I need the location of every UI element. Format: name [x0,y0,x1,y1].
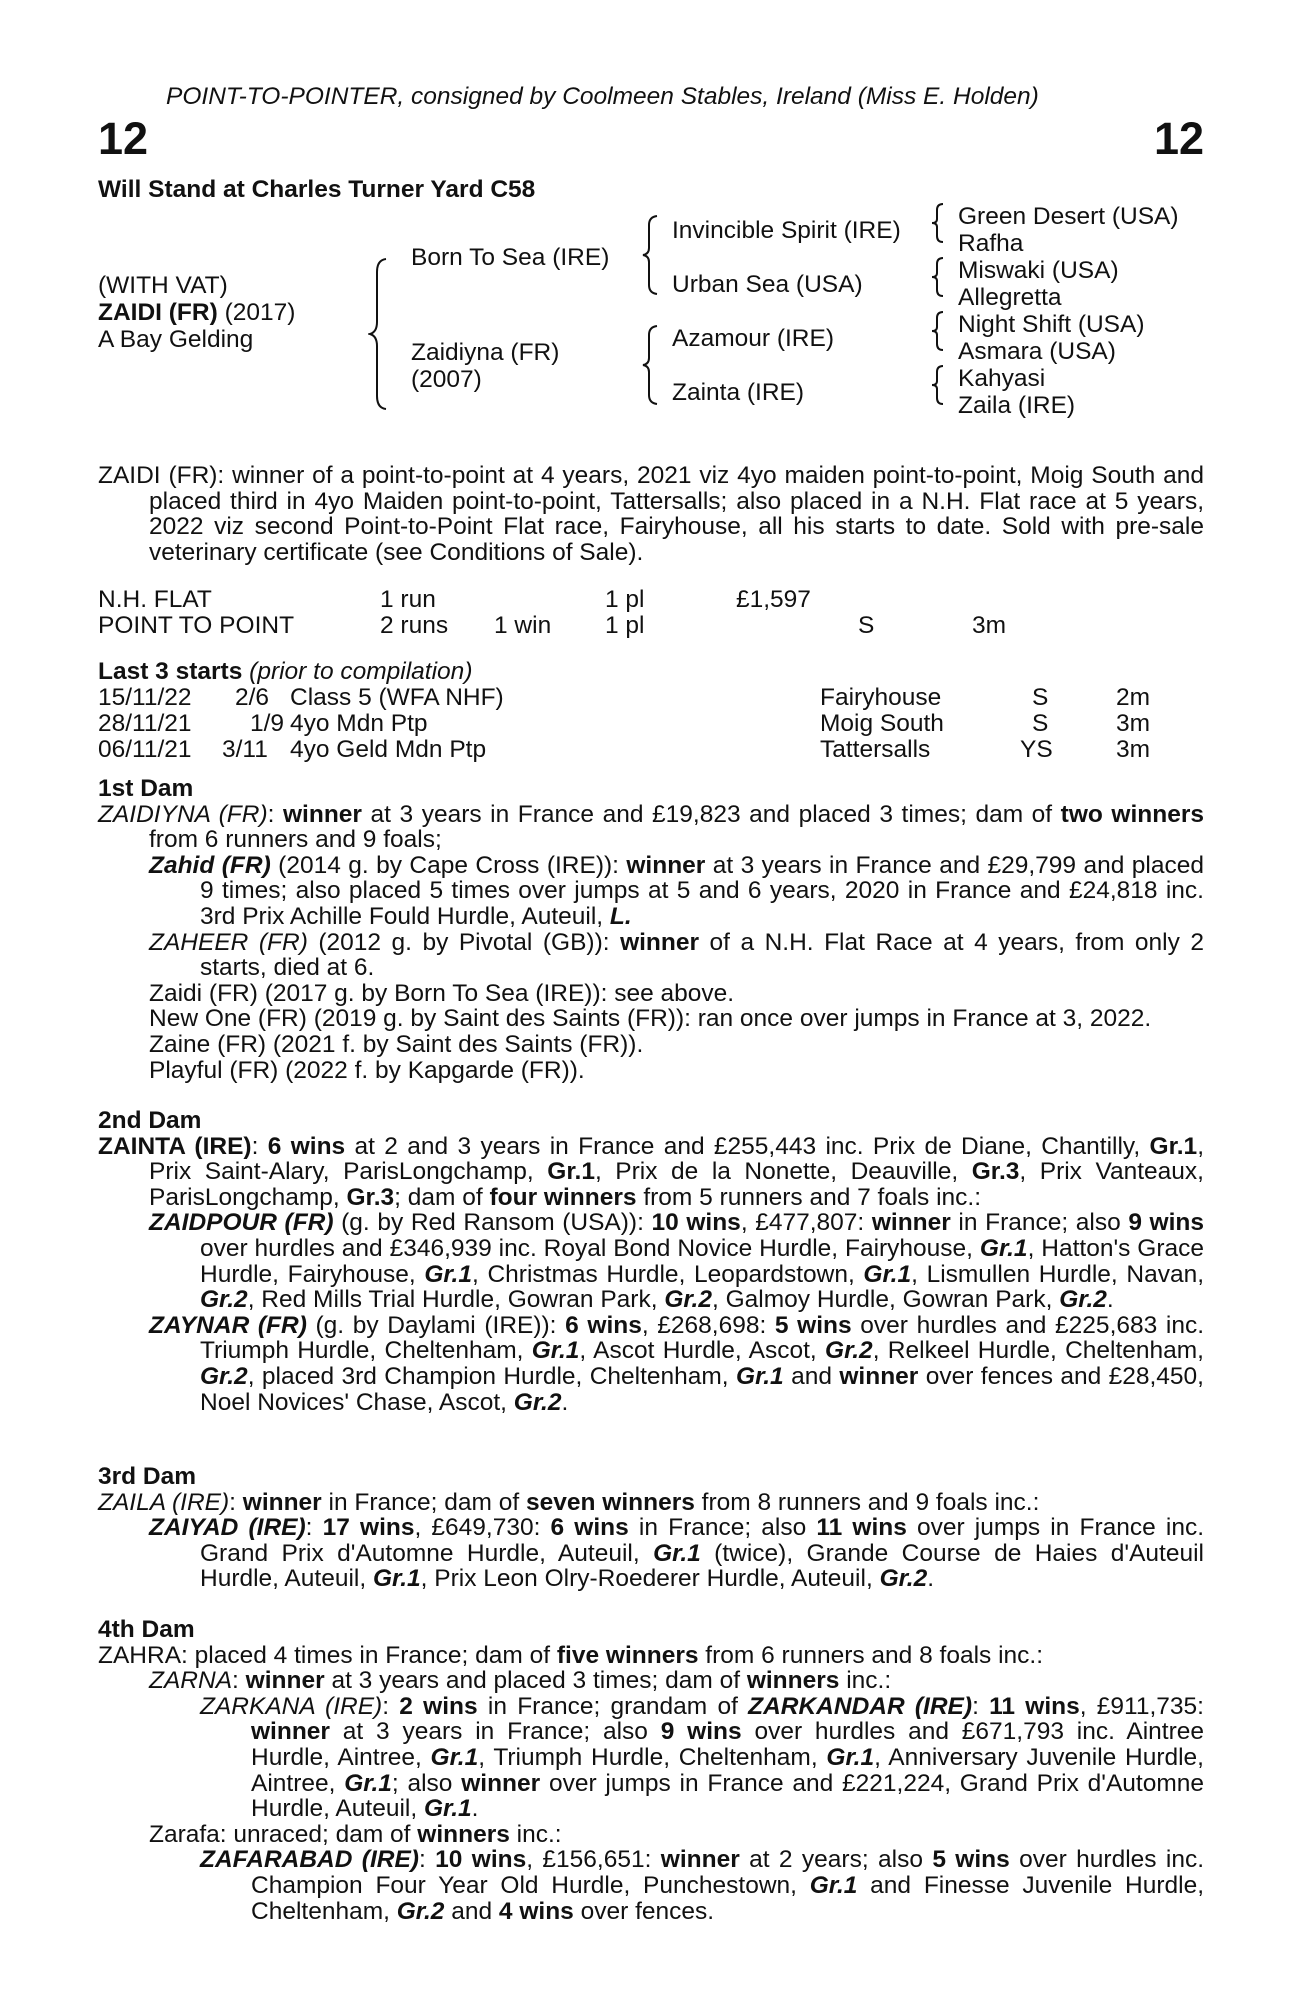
text: Gr.2 [1059,1286,1107,1314]
text: Gr.2 [396,1897,445,1925]
text: Gr.1 [531,1337,580,1365]
text: at 2 years; also [739,1846,933,1874]
text: winner [245,1667,325,1695]
text: , Ascot Hurdle, Ascot, [579,1337,826,1365]
text: , £268,698: [641,1311,775,1339]
text: of a N.H. Flat Race at 4 years, from only 2 starts, died at 6. [200,928,1204,982]
pedigree-gen3-4: Allegretta [958,284,1062,311]
progeny-entry [98,1668,1204,1694]
text: winner [839,1362,919,1390]
pedigree-sire: Born To Sea (IRE) [411,244,610,271]
text: at 3 years in France and £29,799 and placed 9 times; also placed 5 times over jumps at 5 and 6 years, 2020 in France and £24,818 inc. 3rd Prix Achille Fould Hurdle, Auteuil, [200,851,1204,930]
progeny-name: ZAHEER (FR) [149,928,308,956]
text: over jumps in France inc. Grand Prix d'Automne Hurdle, Auteuil, [200,1514,1204,1567]
text: inc.: [509,1820,562,1848]
text: Gr.1 [344,1769,392,1797]
first-dam-name: ZAIDIYNA (FR) [98,800,268,828]
pedigree-gen3-7: Kahyasi [958,365,1046,392]
text: : [267,800,283,828]
text: : [972,1692,990,1720]
pedigree-gen3-2: Rafha [958,230,1024,257]
record-wins: 1 win [494,612,552,639]
start-distance: 2m [1116,684,1151,711]
pedigree-dam-year: (2007) [411,366,482,393]
text: , Hatton's Grace Hurdle, Fairyhouse, [200,1234,1205,1288]
text: Gr.1 [979,1234,1028,1262]
text: : [305,1514,323,1542]
text: . [927,1565,935,1593]
text: four winners [489,1183,637,1211]
pedigree-gen3-6: Asmara (USA) [958,338,1116,365]
text: ; dam of [394,1183,490,1211]
pedigree-sire-sire: Invincible Spirit (IRE) [672,217,901,244]
text: Zarafa: unraced; dam of [149,1820,418,1848]
text: , £911,735: [1079,1692,1204,1720]
horse-description: A Bay Gelding [98,326,254,353]
pedigree-sire-dam: Urban Sea (USA) [672,271,863,298]
record-runs: 1 run [380,586,436,613]
text: winner [660,1846,740,1874]
pedigree-brace-dam [641,325,661,405]
text: over fences. [573,1897,715,1925]
text: Gr.3 [971,1158,1020,1186]
page-title: POINT-TO-POINTER, consigned by Coolmeen Stables, Ireland (Miss E. Holden) [166,83,1039,110]
progeny-entry [98,853,1204,930]
text: 9 wins [660,1718,742,1746]
pedigree-brace-sire [641,215,661,295]
text: at 3 years and placed 3 times; dam of [324,1667,747,1695]
text: five winners [556,1641,699,1669]
second-dam-name: ZAINTA (IRE) [98,1132,252,1160]
text: Gr.2 [664,1286,712,1314]
fourth-dam-heading: 4th Dam [98,1616,195,1643]
text: , Lismullen Hurdle, Navan, [911,1260,1204,1288]
text: Gr.3 [346,1183,395,1211]
text: , Christmas Hurdle, Leopardstown, [472,1260,864,1288]
progeny-entry [98,1210,1204,1312]
text: . [1106,1286,1114,1314]
text: (2014 g. by Cape Cross (IRE)): [270,851,627,879]
text: Gr.1 [372,1565,421,1593]
pedigree-dam-sire: Azamour (IRE) [672,325,835,352]
second-dam-heading: 2nd Dam [98,1107,202,1134]
progeny-name: ZAYNAR (FR) [149,1311,307,1339]
pedigree-gen3-3: Miswaki (USA) [958,257,1119,284]
text: 6 wins [550,1514,629,1542]
pedigree-dam: Zaidiyna (FR) [411,339,560,366]
progeny-name: ZAIYAD (IRE) [149,1514,306,1542]
text: , Triumph Hurdle, Cheltenham, [478,1743,827,1771]
text: winners [417,1820,510,1848]
pedigree-brace-dd [930,365,946,405]
text: from 8 runners and 9 foals inc.: [694,1488,1040,1516]
text: from 6 runners and 8 foals inc.: [698,1641,1044,1669]
text: from 6 runners and 9 foals; [149,826,442,854]
text: over hurdles inc. Champion Four Year Old Hurdle, Punchestown, [251,1846,1205,1899]
text: : [229,1488,243,1516]
progeny-name: Zahid (FR) [149,851,271,879]
text: Gr.2 [513,1388,562,1416]
text: . [561,1388,569,1416]
text: , Prix Leon Olry-Roederer Hurdle, Auteuil, [420,1565,880,1593]
text: winner [461,1769,541,1797]
third-dam-section [98,1464,1204,1592]
start-date: 06/11/21 [98,736,192,763]
text: over hurdles and £346,939 inc. Royal Bond Novice Hurdle, Fairyhouse, [200,1234,980,1262]
progeny-name: ZAFARABAD (IRE) [200,1846,419,1874]
record-money: £1,597 [736,586,811,613]
second-dam-entry [98,1134,1204,1211]
text: winner [251,1718,330,1746]
text: from 5 runners and 7 foals inc.: [636,1183,982,1211]
pedigree-brace-sd [930,257,946,297]
horse-year: (2017) [224,299,296,326]
start-position: 3/11 [222,736,268,763]
start-course: Tattersalls [820,736,931,763]
text: (2012 g. by Pivotal (GB)): [307,928,621,956]
text: : [418,1846,436,1874]
text: Gr.1 [1149,1132,1198,1160]
text: over fences and £28,450, Noel Novices' Chase, Ascot, [200,1362,1204,1416]
text: , Anniversary Juvenile Hurdle, Aintree, [251,1743,1204,1797]
text: winner [242,1488,322,1516]
text: . [471,1795,479,1823]
text: 10 wins [651,1209,741,1237]
progeny-entry [98,1847,1204,1924]
fourth-dam-section [98,1617,1204,1924]
first-dam-section [98,776,1204,1083]
text: Gr.1 [736,1362,784,1390]
progeny-entry [98,1822,1204,1848]
text: in France; also [950,1209,1129,1237]
start-course: Fairyhouse [820,684,942,711]
text: winner [626,851,706,879]
text: 6 wins [565,1311,642,1339]
pedigree-dam-dam: Zainta (IRE) [672,379,805,406]
progeny-entry: Playful (FR) (2022 f. by Kapgarde (FR)). [149,1056,585,1084]
text: at 3 years in France and £19,823 and placed 3 times; dam of [361,800,1061,828]
text: Gr.1 [430,1743,479,1771]
text: : [232,1667,246,1695]
text: 11 wins [989,1692,1080,1720]
text: Gr.1 [826,1743,875,1771]
pedigree-gen3-8: Zaila (IRE) [958,392,1076,419]
text: ZAHRA: placed 4 times in France; dam of [98,1641,557,1669]
text: Gr.2 [825,1337,873,1365]
text: 11 wins [816,1514,907,1542]
text: , Prix Vanteaux, ParisLongchamp, [149,1158,1204,1211]
text: 5 wins [932,1846,1010,1874]
start-going: YS [1020,736,1053,763]
horse-name: ZAIDI (FR) [98,299,218,326]
text: inc.: [839,1667,892,1695]
start-date: 15/11/22 [98,684,192,711]
last-starts-heading [98,659,472,685]
text: in France; grandam of [477,1692,749,1720]
text: (g. by Red Ransom (USA)): [333,1209,652,1237]
text: 4 wins [498,1897,574,1925]
record-distance: 3m [972,612,1007,639]
horse-summary [98,463,1204,565]
text: , £649,730: [414,1514,551,1542]
progeny-entry [98,1515,1204,1592]
text: Gr.1 [424,1260,472,1288]
pedigree-gen3-1: Green Desert (USA) [958,203,1179,230]
start-distance: 3m [1116,736,1151,763]
text: winner [620,928,700,956]
text: winners [746,1667,840,1695]
fourth-dam-entry [98,1643,1204,1669]
text: Gr.1 [547,1158,595,1186]
record-runs: 2 runs [380,612,449,639]
start-going: S [1032,684,1049,711]
third-dam-heading: 3rd Dam [98,1463,197,1490]
start-position: 1/9 [250,710,285,737]
text: (twice), Grande Course de Haies d'Auteuil Hurdle, Auteuil, [200,1539,1204,1593]
stand-location: Will Stand at Charles Turner Yard C58 [98,176,536,203]
text: L. [609,902,632,930]
progeny-entry: Zaine (FR) (2021 f. by Saint des Saints (FR)). [149,1030,644,1058]
text: at 2 and 3 years in France and £255,443 inc. Prix de Diane, Chantilly, [345,1132,1150,1160]
text: (g. by Daylami (IRE)): [306,1311,566,1339]
horse-title [98,300,295,326]
text: Gr.2 [879,1565,928,1593]
text: 6 wins [267,1132,346,1160]
record-type: POINT TO POINT [98,612,295,639]
text: and Finesse Juvenile Hurdle, Cheltenham, [251,1871,1204,1925]
text: in France; also [628,1514,817,1542]
text: , £477,807: [740,1209,872,1237]
third-dam-entry [98,1490,1204,1516]
text: at 3 years in France; also [329,1718,661,1746]
text: 2 wins [399,1692,478,1720]
record-placed: 1 pl [605,612,645,639]
text: 5 wins [774,1311,852,1339]
pedigree-gen3-5: Night Shift (USA) [958,311,1145,338]
start-position: 2/6 [235,684,270,711]
text: two winners [1060,800,1204,828]
text: , £156,651: [526,1846,661,1874]
progeny-entry [98,1694,1204,1822]
text: , Red Mills Trial Hurdle, Gowran Park, [247,1286,665,1314]
text: seven winners [526,1488,695,1516]
pedigree-brace-ds [930,311,946,351]
pedigree-brace-ss [930,203,946,243]
text: winner [283,800,362,828]
text: , Relkeel Hurdle, Cheltenham, [872,1337,1204,1365]
text: over hurdles and £671,793 inc. Aintree Hurdle, Aintree, [251,1718,1204,1771]
text: , placed 3rd Champion Hurdle, Cheltenham, [247,1362,737,1390]
text: 17 wins [322,1514,415,1542]
progeny-entry: Zaidi (FR) (2017 g. by Born To Sea (IRE)): see above. [149,979,735,1007]
start-race: Class 5 (WFA NHF) [290,684,504,711]
text: winner [871,1209,951,1237]
start-race: 4yo Mdn Ptp [290,710,428,737]
third-dam-name: ZAILA (IRE) [98,1488,230,1516]
text: : [251,1132,268,1160]
second-dam-section [98,1108,1204,1415]
text: : [382,1692,400,1720]
first-dam-heading: 1st Dam [98,775,194,802]
text: 9 wins [1128,1209,1205,1237]
text: Gr.1 [809,1871,858,1899]
lot-number-right: 12 [1153,113,1204,164]
text: ZARKANDAR (IRE) [748,1692,973,1720]
vat-note: (WITH VAT) [98,272,228,299]
progeny-entry [98,1313,1204,1415]
text: 10 wins [435,1846,527,1874]
progeny-name: ZARNA [149,1667,233,1695]
lot-number-left: 12 [98,113,149,164]
text: and [783,1362,840,1390]
text: Gr.1 [863,1260,912,1288]
start-course: Moig South [820,710,944,737]
record-going: S [858,612,875,639]
text: Gr.2 [200,1286,248,1314]
text: , Galmoy Hurdle, Gowran Park, [712,1286,1060,1314]
text: , Prix de la Nonette, Deauville, [594,1158,972,1186]
text: ; also [391,1769,462,1797]
last-starts-note: (prior to compilation) [249,658,473,685]
text: in France; dam of [321,1488,526,1516]
record-placed: 1 pl [605,586,645,613]
text: Gr.1 [423,1795,472,1823]
progeny-name: ZAIDPOUR (FR) [149,1209,334,1237]
last-starts-title: Last 3 starts [98,658,243,685]
summary-text: ZAIDI (FR): winner of a point-to-point at 4 years, 2021 viz 4yo maiden point-to-point, Moig South and placed third in 4yo Maiden point-to-point, Tattersalls; also placed in a N.H. Flat race at 5 years, 2022 viz second Point-to-Point Flat race, Fairyhouse, all his starts to date. Sold with pre-sale veterinary certificate (see Conditions of Sale). [98,462,1204,566]
text: over jumps in France and £221,224, Grand Prix d'Automne Hurdle, Auteuil, [251,1769,1204,1823]
progeny-entry [98,930,1204,981]
text: , Prix Saint-Alary, ParisLongchamp, [149,1132,1205,1186]
progeny-name: ZARKANA (IRE) [200,1692,383,1720]
start-race: 4yo Geld Mdn Ptp [290,736,487,763]
pedigree-brace-main [368,258,390,410]
first-dam-entry [98,802,1204,853]
start-distance: 3m [1116,710,1151,737]
text: Gr.2 [200,1362,248,1390]
record-type: N.H. FLAT [98,586,212,613]
progeny-entry: New One (FR) (2019 g. by Saint des Saints (FR)): ran once over jumps in France at 3, 2022. [149,1005,1152,1033]
text: and [444,1897,499,1925]
start-date: 28/11/21 [98,710,192,737]
start-going: S [1032,710,1049,737]
text: over hurdles and £225,683 inc. Triumph Hurdle, Cheltenham, [200,1311,1205,1365]
text: Gr.1 [653,1539,701,1567]
